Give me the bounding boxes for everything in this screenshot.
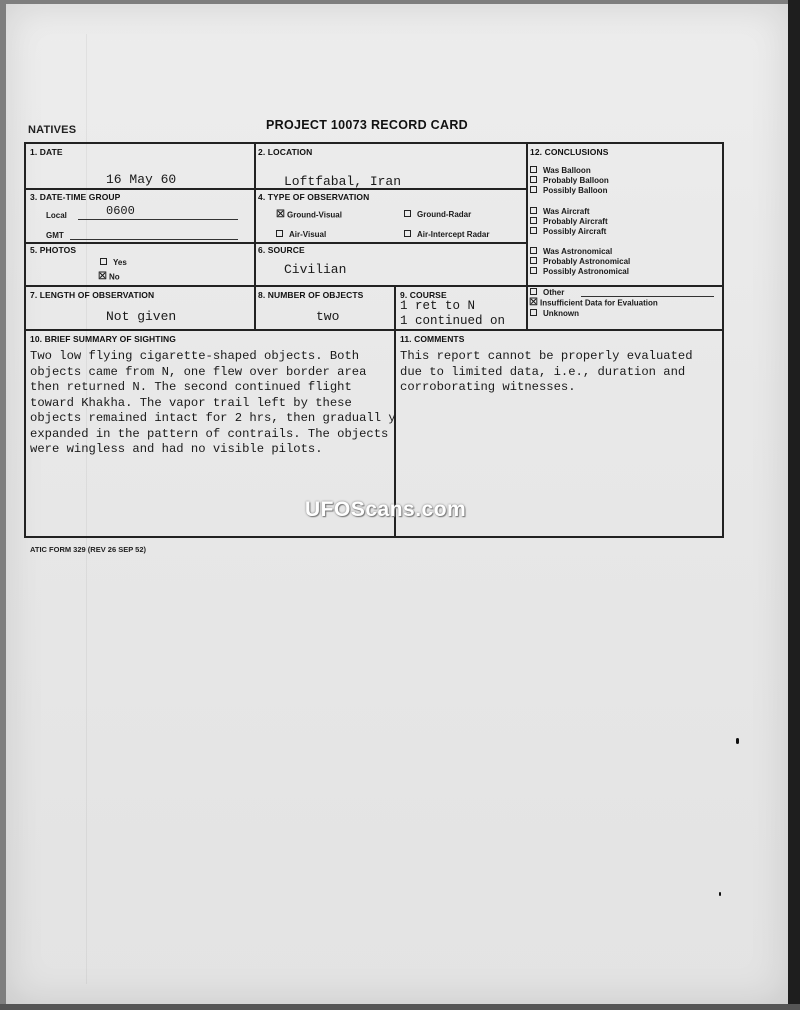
conclusions-label: 12. CONCLUSIONS	[530, 147, 609, 157]
length-of-observation-value: Not given	[106, 309, 177, 324]
checkbox-icon	[276, 230, 283, 237]
checked-box-icon: ☒	[98, 271, 107, 282]
conclusion-probably-astronomical: Probably Astronomical	[530, 257, 630, 266]
scan-edge-bottom	[0, 1004, 800, 1010]
checkbox-icon	[530, 267, 537, 274]
conclusion-probably-balloon: Probably Balloon	[530, 176, 609, 185]
photos-label: 5. PHOTOS	[30, 245, 77, 255]
option-air-visual: Air-Visual	[276, 230, 326, 239]
comments-label: 11. COMMENTS	[400, 334, 465, 344]
option-ground-radar: Ground-Radar	[404, 210, 471, 219]
conclusion-possibly-aircraft: Possibly Aircraft	[530, 227, 606, 236]
course-label: 9. COURSE	[400, 290, 447, 300]
comments-line: due to limited data, i.e., duration and	[400, 364, 686, 379]
form-id: ATIC FORM 329 (REV 26 SEP 52)	[30, 545, 147, 554]
checkbox-icon	[100, 258, 107, 265]
checked-box-icon: ☒	[529, 297, 538, 308]
summary-line: objects came from N, one flew over border area	[30, 364, 367, 379]
option-air-intercept-radar: Air-Intercept Radar	[404, 230, 489, 239]
type-of-observation-label: 4. TYPE OF OBSERVATION	[258, 192, 370, 202]
date-time-group-label: 3. DATE-TIME GROUP	[30, 192, 121, 202]
checkbox-icon	[530, 257, 537, 264]
conclusion-unknown: Unknown	[530, 309, 579, 318]
checkbox-icon	[530, 309, 537, 316]
comments-line: corroborating witnesses.	[400, 380, 576, 394]
number-of-objects-label: 8. NUMBER OF OBJECTS	[258, 290, 364, 300]
record-card-form	[24, 142, 724, 538]
date-value: 16 May 60	[106, 172, 177, 187]
summary-label: 10. BRIEF SUMMARY OF SIGHTING	[30, 334, 176, 344]
scan-speck	[719, 892, 721, 896]
summary-line: expanded in the pattern of contrails. The objects	[30, 426, 389, 441]
checkbox-icon	[530, 217, 537, 224]
checkbox-icon	[404, 210, 411, 217]
location-label: 2. LOCATION	[258, 147, 313, 157]
summary-line: then returned N. The second continued flight	[30, 380, 352, 394]
card-title: PROJECT 10073 RECORD CARD	[266, 118, 468, 132]
option-ground-visual: ☒ Ground-Visual	[276, 209, 342, 220]
checkbox-icon	[530, 227, 537, 234]
source-value: Civilian	[284, 262, 347, 277]
number-of-objects-value: two	[316, 309, 340, 324]
scan-speck	[736, 738, 739, 744]
checkbox-icon	[530, 288, 537, 295]
checkbox-icon	[530, 176, 537, 183]
comments-text	[400, 349, 693, 396]
natives-stamp: NATIVES	[28, 124, 77, 136]
summary-line: were wingless and had no visible pilots.	[30, 442, 323, 456]
conclusion-was-balloon: Was Balloon	[530, 166, 591, 175]
length-of-observation-label: 7. LENGTH OF OBSERVATION	[30, 290, 155, 300]
checkbox-icon	[404, 230, 411, 237]
conclusion-probably-aircraft: Probably Aircraft	[530, 217, 608, 226]
comments-line: This report cannot be properly evaluated	[400, 349, 693, 363]
gmt-label: GMT	[46, 231, 64, 240]
conclusion-possibly-astronomical: Possibly Astronomical	[530, 267, 629, 276]
date-label: 1. DATE	[30, 147, 63, 157]
conclusion-possibly-balloon: Possibly Balloon	[530, 186, 607, 195]
checked-box-icon: ☒	[276, 209, 285, 220]
summary-text	[30, 349, 396, 458]
checkbox-icon	[530, 247, 537, 254]
conclusion-insufficient-data: ☒ Insufficient Data for Evaluation	[529, 297, 658, 308]
course-line-1: 1 ret to N	[400, 299, 476, 313]
conclusion-was-aircraft: Was Aircraft	[530, 207, 590, 216]
photos-option-no: ☒ No	[98, 271, 120, 282]
summary-line: Two low flying cigarette-shaped objects. Both	[30, 349, 360, 363]
watermark: UFOScans.com	[305, 498, 467, 521]
checkbox-icon	[530, 166, 537, 173]
conclusion-other: Other	[530, 288, 564, 297]
scan-edge-right	[788, 0, 800, 1010]
source-label: 6. SOURCE	[258, 245, 305, 255]
course-line-2: 1 continued on	[400, 314, 506, 328]
summary-line: toward Khakha. The vapor trail left by these	[30, 395, 352, 410]
checkbox-icon	[530, 207, 537, 214]
photos-option-yes: Yes	[100, 258, 127, 267]
local-label: Local	[46, 211, 67, 220]
summary-line: objects remained intact for 2 hrs, then graduall y	[30, 411, 396, 425]
location-value: Loftfabal, Iran	[284, 174, 402, 189]
local-time-value: 0600	[106, 204, 135, 218]
conclusion-was-astronomical: Was Astronomical	[530, 247, 612, 256]
checkbox-icon	[530, 186, 537, 193]
